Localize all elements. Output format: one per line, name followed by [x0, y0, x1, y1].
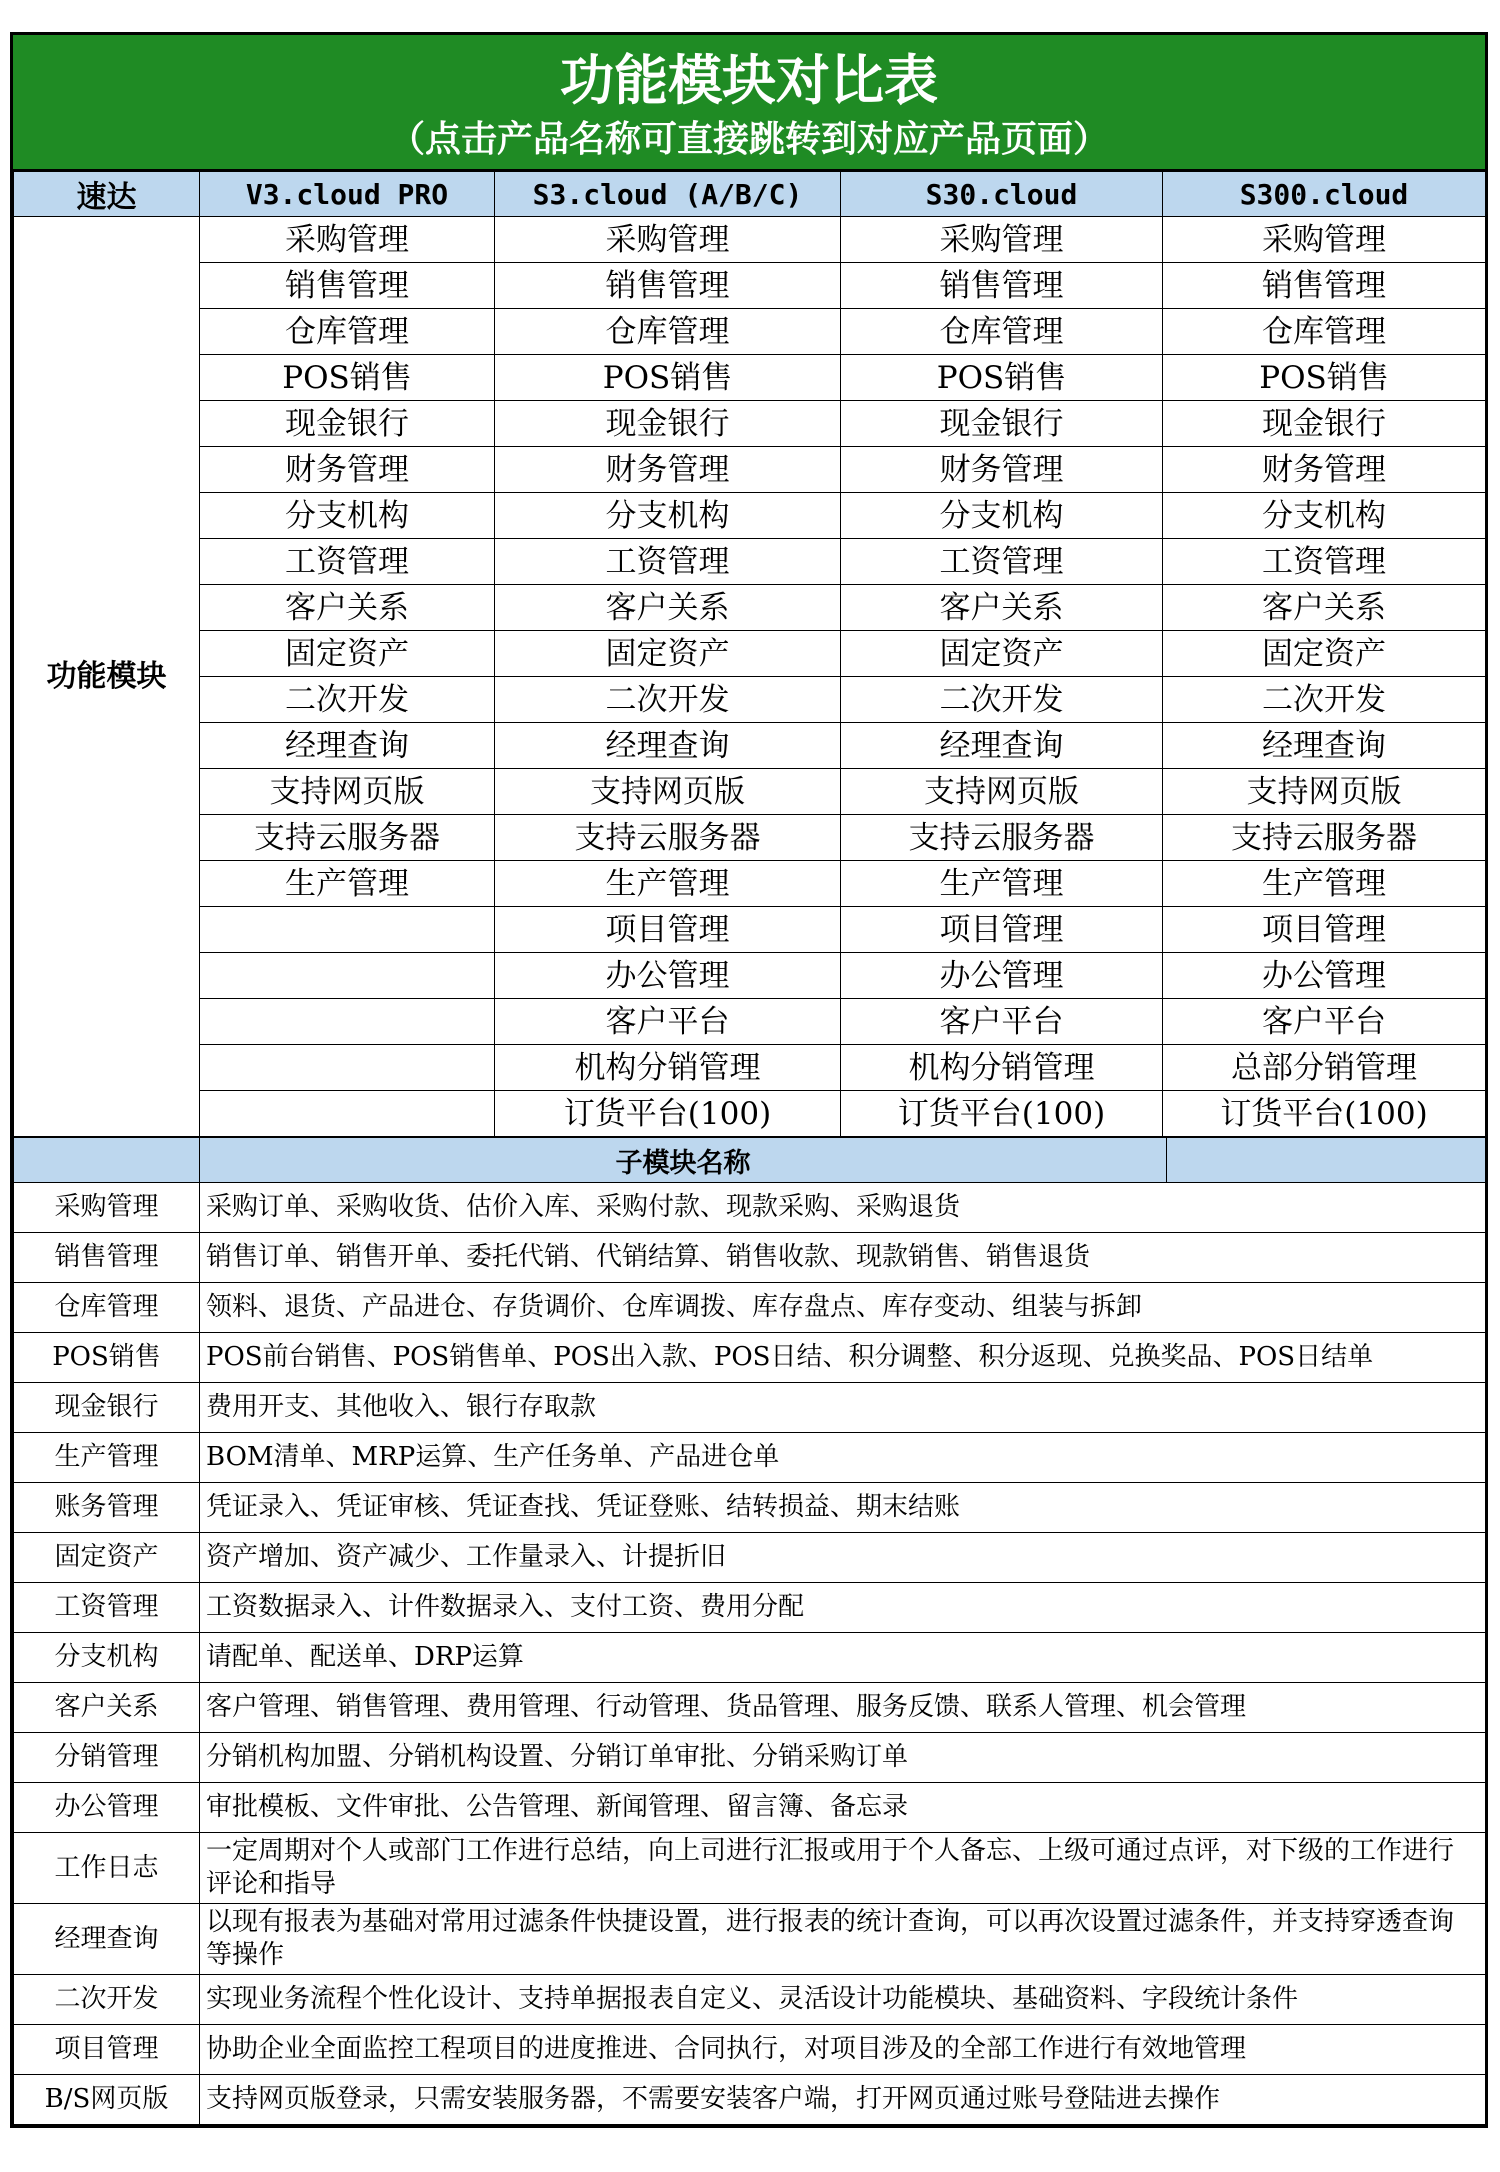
submodule-desc: 工资数据录入、计件数据录入、支付工资、费用分配 — [200, 1583, 1486, 1633]
feature-cell-s300: 客户关系 — [1163, 585, 1486, 631]
submodule-desc: POS前台销售、POS销售单、POS出入款、POS日结、积分调整、积分返现、兑换奖品、POS日结单 — [200, 1333, 1486, 1383]
submodule-name: 采购管理 — [14, 1183, 200, 1233]
feature-cell-s30: 固定资产 — [841, 631, 1163, 677]
submodule-desc: 凭证录入、凭证审核、凭证查找、凭证登账、结转损益、期末结账 — [200, 1483, 1486, 1533]
feature-cell-v3: 工资管理 — [200, 539, 495, 585]
feature-cell-v3: 客户关系 — [200, 585, 495, 631]
submodule-name: 客户关系 — [14, 1683, 200, 1733]
feature-cell-s300: 办公管理 — [1163, 953, 1486, 999]
submodule-row — [14, 1283, 1486, 1333]
feature-cell-s30: 工资管理 — [841, 539, 1163, 585]
feature-cell-s300: 支持网页版 — [1163, 769, 1486, 815]
feature-cell-s300: 采购管理 — [1163, 217, 1486, 263]
feature-row — [14, 999, 1486, 1045]
feature-row — [14, 401, 1486, 447]
submodule-name: 分支机构 — [14, 1633, 200, 1683]
feature-cell-s300: 分支机构 — [1163, 493, 1486, 539]
submodule-name: 工资管理 — [14, 1583, 200, 1633]
submodule-body — [14, 1138, 1486, 2125]
feature-row — [14, 585, 1486, 631]
submodule-row — [14, 1383, 1486, 1433]
feature-row — [14, 815, 1486, 861]
feature-row — [14, 907, 1486, 953]
submodule-name: 固定资产 — [14, 1533, 200, 1583]
feature-cell-v3: 固定资产 — [200, 631, 495, 677]
feature-cell-s3: 订货平台(100) — [495, 1091, 841, 1137]
submodule-desc: 费用开支、其他收入、银行存取款 — [200, 1383, 1486, 1433]
feature-cell-s3: 生产管理 — [495, 861, 841, 907]
submodule-name: POS销售 — [14, 1333, 200, 1383]
product-link-s300[interactable]: S300.cloud — [1163, 172, 1486, 217]
corner-cell: 速达 — [14, 172, 200, 217]
feature-cell-v3: 二次开发 — [200, 677, 495, 723]
submodule-header-blank — [14, 1138, 200, 1183]
page-subtitle: （点击产品名称可直接跳转到对应产品页面） — [388, 119, 1109, 160]
feature-cell-v3: 现金银行 — [200, 401, 495, 447]
feature-cell-s300: 总部分销管理 — [1163, 1045, 1486, 1091]
feature-body — [14, 217, 1486, 1137]
features-table — [13, 171, 1486, 1137]
feature-cell-s30: 客户关系 — [841, 585, 1163, 631]
submodule-row — [14, 2075, 1486, 2125]
submodule-desc: 一定周期对个人或部门工作进行总结，向上司进行汇报或用于个人备忘、上级可通过点评，对下级的工作进行评论和指导 — [200, 1833, 1486, 1904]
submodule-row — [14, 1683, 1486, 1733]
feature-cell-v3 — [200, 953, 495, 999]
feature-cell-s30: 二次开发 — [841, 677, 1163, 723]
feature-cell-s300: 支持云服务器 — [1163, 815, 1486, 861]
submodule-desc: 协助企业全面监控工程项目的进度推进、合同执行，对项目涉及的全部工作进行有效地管理 — [200, 2025, 1486, 2075]
feature-cell-s3: 项目管理 — [495, 907, 841, 953]
feature-cell-s300: 现金银行 — [1163, 401, 1486, 447]
feature-cell-s30: 采购管理 — [841, 217, 1163, 263]
comparison-sheet — [10, 32, 1488, 2128]
feature-cell-s3: 支持云服务器 — [495, 815, 841, 861]
submodule-row — [14, 1583, 1486, 1633]
submodule-name: 二次开发 — [14, 1975, 200, 2025]
feature-cell-v3: 分支机构 — [200, 493, 495, 539]
submodule-row — [14, 1483, 1486, 1533]
feature-cell-s30: 客户平台 — [841, 999, 1163, 1045]
feature-cell-s300: 财务管理 — [1163, 447, 1486, 493]
submodule-name: 项目管理 — [14, 2025, 200, 2075]
feature-cell-s30: 项目管理 — [841, 907, 1163, 953]
submodule-name: 生产管理 — [14, 1433, 200, 1483]
submodule-row — [14, 1975, 1486, 2025]
submodule-name: 经理查询 — [14, 1904, 200, 1975]
feature-row — [14, 309, 1486, 355]
features-label: 功能模块 — [14, 217, 200, 1137]
feature-cell-s3: 二次开发 — [495, 677, 841, 723]
submodule-desc: 审批模板、文件审批、公告管理、新闻管理、留言簿、备忘录 — [200, 1783, 1486, 1833]
feature-cell-s30: 财务管理 — [841, 447, 1163, 493]
feature-cell-s300: 工资管理 — [1163, 539, 1486, 585]
feature-cell-s30: 现金银行 — [841, 401, 1163, 447]
feature-cell-s3: 现金银行 — [495, 401, 841, 447]
product-link-v3[interactable]: V3.cloud PRO — [200, 172, 495, 217]
product-link-s3[interactable]: S3.cloud (A/B/C) — [495, 172, 841, 217]
feature-cell-s3: 财务管理 — [495, 447, 841, 493]
submodule-desc: 客户管理、销售管理、费用管理、行动管理、货品管理、服务反馈、联系人管理、机会管理 — [200, 1683, 1486, 1733]
submodule-name: 销售管理 — [14, 1233, 200, 1283]
feature-cell-v3: POS销售 — [200, 355, 495, 401]
submodule-row — [14, 1333, 1486, 1383]
feature-cell-v3: 销售管理 — [200, 263, 495, 309]
feature-cell-s3: 仓库管理 — [495, 309, 841, 355]
submodule-desc: 实现业务流程个性化设计、支持单据报表自定义、灵活设计功能模块、基础资料、字段统计条件 — [200, 1975, 1486, 2025]
title-banner — [13, 35, 1485, 171]
feature-cell-s30: 仓库管理 — [841, 309, 1163, 355]
feature-row — [14, 263, 1486, 309]
feature-cell-v3: 财务管理 — [200, 447, 495, 493]
feature-row — [14, 493, 1486, 539]
submodule-header-blank-right — [1167, 1138, 1486, 1183]
feature-row — [14, 953, 1486, 999]
feature-cell-s30: 销售管理 — [841, 263, 1163, 309]
feature-row — [14, 723, 1486, 769]
product-link-s30[interactable]: S30.cloud — [841, 172, 1163, 217]
submodule-table — [13, 1137, 1486, 2125]
submodule-name: 办公管理 — [14, 1783, 200, 1833]
feature-cell-v3: 支持云服务器 — [200, 815, 495, 861]
feature-cell-s300: 二次开发 — [1163, 677, 1486, 723]
feature-row — [14, 447, 1486, 493]
feature-cell-s300: 仓库管理 — [1163, 309, 1486, 355]
feature-cell-s30: 经理查询 — [841, 723, 1163, 769]
feature-cell-v3: 采购管理 — [200, 217, 495, 263]
submodule-desc: 销售订单、销售开单、委托代销、代销结算、销售收款、现款销售、销售退货 — [200, 1233, 1486, 1283]
feature-cell-s300: 订货平台(100) — [1163, 1091, 1486, 1137]
feature-cell-s3: 工资管理 — [495, 539, 841, 585]
submodule-name: 账务管理 — [14, 1483, 200, 1533]
feature-cell-s3: 客户关系 — [495, 585, 841, 631]
feature-row — [14, 355, 1486, 401]
feature-cell-s3: POS销售 — [495, 355, 841, 401]
feature-cell-s3: 机构分销管理 — [495, 1045, 841, 1091]
feature-cell-v3 — [200, 1091, 495, 1137]
submodule-row — [14, 1183, 1486, 1233]
feature-cell-s300: 销售管理 — [1163, 263, 1486, 309]
feature-row — [14, 769, 1486, 815]
feature-cell-s3: 销售管理 — [495, 263, 841, 309]
feature-cell-s30: POS销售 — [841, 355, 1163, 401]
feature-cell-s30: 生产管理 — [841, 861, 1163, 907]
feature-row — [14, 631, 1486, 677]
submodule-name: 现金银行 — [14, 1383, 200, 1433]
feature-row — [14, 1091, 1486, 1137]
submodule-row — [14, 1533, 1486, 1583]
feature-cell-s300: POS销售 — [1163, 355, 1486, 401]
submodule-desc: 资产增加、资产减少、工作量录入、计提折旧 — [200, 1533, 1486, 1583]
product-header-row — [14, 172, 1486, 217]
submodule-desc: 领料、退货、产品进仓、存货调价、仓库调拨、库存盘点、库存变动、组装与拆卸 — [200, 1283, 1486, 1333]
submodule-row — [14, 1233, 1486, 1283]
submodule-desc: BOM清单、MRP运算、生产任务单、产品进仓单 — [200, 1433, 1486, 1483]
page-title: 功能模块对比表 — [560, 49, 938, 112]
feature-row — [14, 861, 1486, 907]
feature-cell-s30: 办公管理 — [841, 953, 1163, 999]
feature-cell-v3 — [200, 1045, 495, 1091]
submodule-desc: 采购订单、采购收货、估价入库、采购付款、现款采购、采购退货 — [200, 1183, 1486, 1233]
feature-row — [14, 677, 1486, 723]
feature-cell-v3 — [200, 999, 495, 1045]
feature-cell-v3: 支持网页版 — [200, 769, 495, 815]
feature-cell-s30: 支持网页版 — [841, 769, 1163, 815]
feature-cell-s300: 经理查询 — [1163, 723, 1486, 769]
feature-cell-s300: 固定资产 — [1163, 631, 1486, 677]
feature-cell-s30: 分支机构 — [841, 493, 1163, 539]
feature-cell-s30: 机构分销管理 — [841, 1045, 1163, 1091]
feature-cell-v3: 仓库管理 — [200, 309, 495, 355]
feature-cell-v3: 经理查询 — [200, 723, 495, 769]
submodule-name: B/S网页版 — [14, 2075, 200, 2125]
submodule-name: 分销管理 — [14, 1733, 200, 1783]
submodule-desc: 以现有报表为基础对常用过滤条件快捷设置，进行报表的统计查询，可以再次设置过滤条件，并支持穿透查询等操作 — [200, 1904, 1486, 1975]
submodule-name: 工作日志 — [14, 1833, 200, 1904]
submodule-row — [14, 1904, 1486, 1975]
feature-cell-s30: 订货平台(100) — [841, 1091, 1163, 1137]
feature-row — [14, 1045, 1486, 1091]
feature-cell-v3 — [200, 907, 495, 953]
submodule-desc: 分销机构加盟、分销机构设置、分销订单审批、分销采购订单 — [200, 1733, 1486, 1783]
submodule-name: 仓库管理 — [14, 1283, 200, 1333]
feature-cell-s3: 支持网页版 — [495, 769, 841, 815]
feature-cell-v3: 生产管理 — [200, 861, 495, 907]
feature-cell-s300: 生产管理 — [1163, 861, 1486, 907]
submodule-row — [14, 2025, 1486, 2075]
feature-row — [14, 217, 1486, 263]
feature-cell-s30: 支持云服务器 — [841, 815, 1163, 861]
feature-cell-s3: 采购管理 — [495, 217, 841, 263]
feature-cell-s300: 客户平台 — [1163, 999, 1486, 1045]
submodule-header-row — [14, 1138, 1486, 1183]
submodule-desc: 支持网页版登录，只需安装服务器，不需要安装客户端，打开网页通过账号登陆进去操作 — [200, 2075, 1486, 2125]
submodule-header: 子模块名称 — [200, 1138, 1167, 1183]
feature-cell-s3: 客户平台 — [495, 999, 841, 1045]
feature-cell-s3: 分支机构 — [495, 493, 841, 539]
feature-row — [14, 539, 1486, 585]
submodule-row — [14, 1833, 1486, 1904]
feature-cell-s3: 固定资产 — [495, 631, 841, 677]
submodule-row — [14, 1633, 1486, 1683]
submodule-row — [14, 1733, 1486, 1783]
submodule-row — [14, 1783, 1486, 1833]
feature-cell-s300: 项目管理 — [1163, 907, 1486, 953]
feature-cell-s3: 经理查询 — [495, 723, 841, 769]
submodule-desc: 请配单、配送单、DRP运算 — [200, 1633, 1486, 1683]
submodule-row — [14, 1433, 1486, 1483]
feature-cell-s3: 办公管理 — [495, 953, 841, 999]
